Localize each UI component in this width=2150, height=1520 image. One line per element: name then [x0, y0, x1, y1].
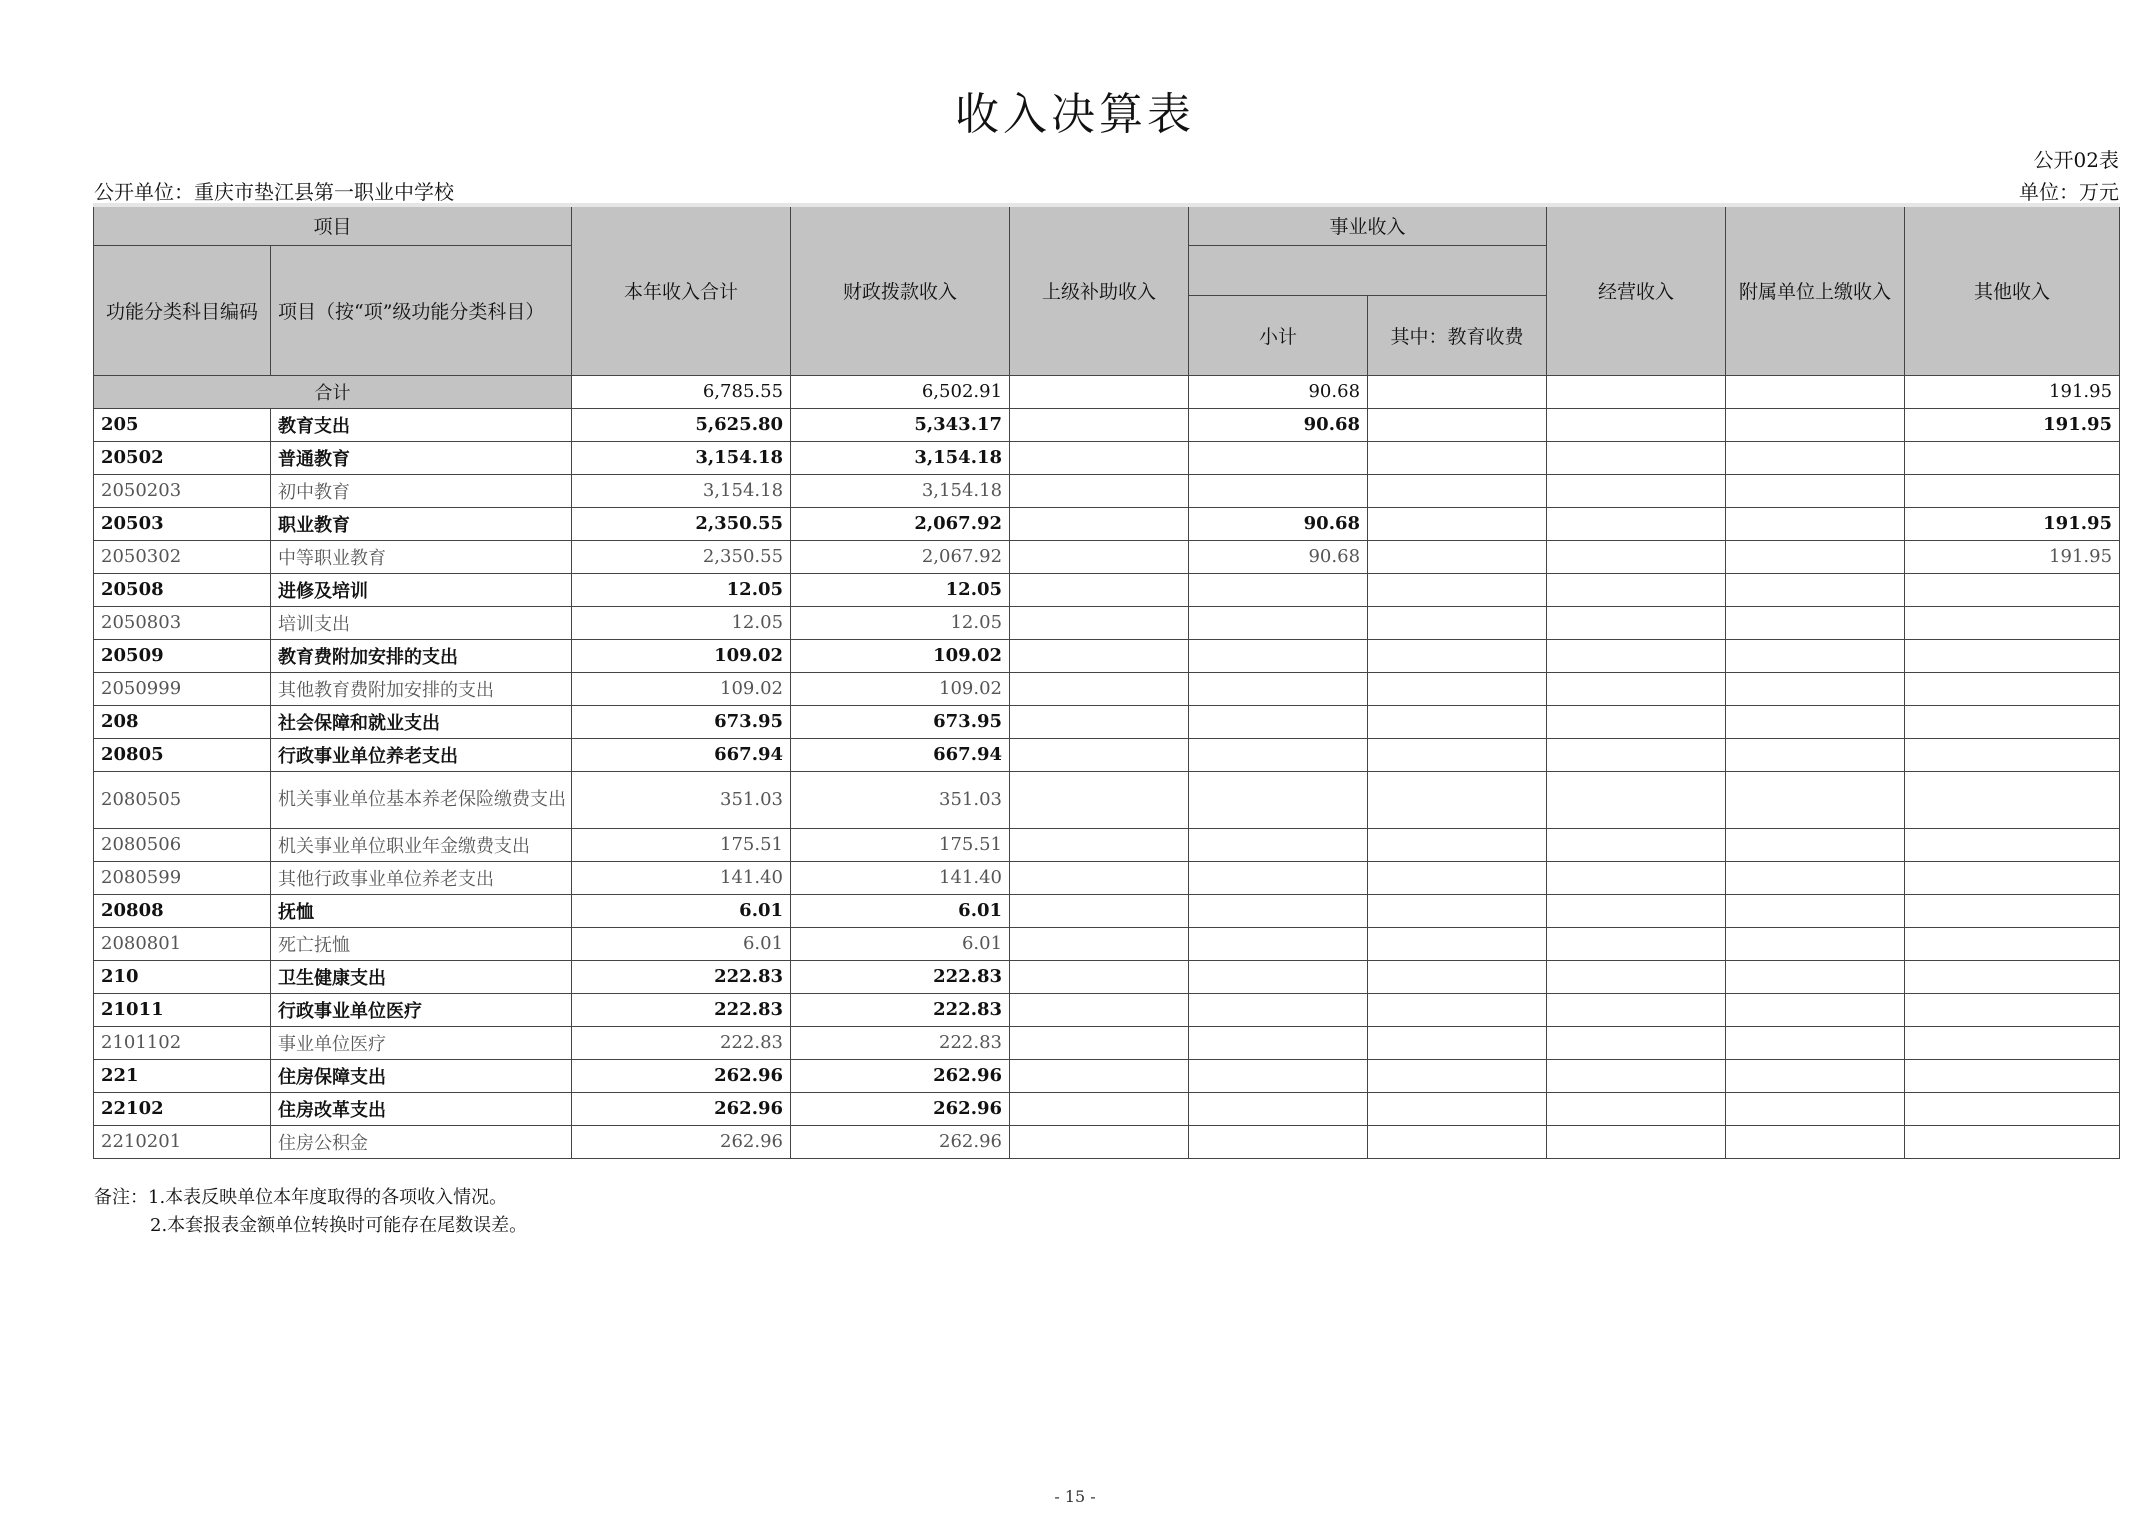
row-subtotal-cell [1189, 828, 1368, 861]
income-table [93, 203, 2120, 1159]
row-subtotal-cell [1189, 738, 1368, 771]
row-total-cell: 12.05 [572, 573, 791, 606]
row-name: 其他教育费附加安排的支出 [271, 672, 572, 705]
table-row [94, 861, 2120, 894]
row-other-cell [1905, 738, 2120, 771]
row-other-cell [1905, 1125, 2120, 1158]
row-code: 2050999 [94, 672, 271, 705]
row-affiliated-cell [1726, 672, 1905, 705]
row-affiliated-cell [1726, 1026, 1905, 1059]
row-code: 221 [94, 1059, 271, 1092]
row-other-cell [1905, 993, 2120, 1026]
row-subtotal-cell [1189, 474, 1368, 507]
total-superior-cell [1010, 375, 1189, 408]
row-code: 2080506 [94, 828, 271, 861]
row-total-cell: 5,625.80 [572, 408, 791, 441]
row-superior-cell [1010, 927, 1189, 960]
row-other-cell [1905, 894, 2120, 927]
row-superior-cell [1010, 894, 1189, 927]
row-edu-fee-cell [1368, 474, 1547, 507]
table-row [94, 771, 2120, 828]
row-subtotal-cell [1189, 1059, 1368, 1092]
row-superior-cell [1010, 408, 1189, 441]
row-operating-cell [1547, 705, 1726, 738]
row-subtotal-cell [1189, 993, 1368, 1026]
money-unit: 单位：万元 [2019, 180, 2119, 204]
note-line-1: 备注：1.本表反映单位本年度取得的各项收入情况。 [94, 1187, 508, 1208]
table-row [94, 606, 2120, 639]
row-other-cell [1905, 861, 2120, 894]
table-row [94, 540, 2120, 573]
table-row [94, 672, 2120, 705]
row-superior-cell [1010, 672, 1189, 705]
row-operating-cell [1547, 738, 1726, 771]
row-fiscal-cell: 262.96 [791, 1125, 1010, 1158]
table-row [94, 894, 2120, 927]
row-superior-cell [1010, 1059, 1189, 1092]
row-name: 初中教育 [271, 474, 572, 507]
row-edu-fee-cell [1368, 507, 1547, 540]
page-title: 收入决算表 [955, 89, 1195, 140]
row-subtotal-cell [1189, 1125, 1368, 1158]
row-code: 2050803 [94, 606, 271, 639]
row-other-cell [1905, 771, 2120, 828]
row-other-cell [1905, 639, 2120, 672]
table-row [94, 639, 2120, 672]
row-fiscal-cell: 351.03 [791, 771, 1010, 828]
row-subtotal-cell [1189, 606, 1368, 639]
row-operating-cell [1547, 606, 1726, 639]
row-superior-cell [1010, 771, 1189, 828]
row-code: 2050302 [94, 540, 271, 573]
row-affiliated-cell [1726, 540, 1905, 573]
header-affiliated: 附属单位上缴收入 [1726, 205, 1905, 375]
row-other-cell [1905, 1059, 2120, 1092]
row-name: 其他行政事业单位养老支出 [271, 861, 572, 894]
row-code: 208 [94, 705, 271, 738]
row-superior-cell [1010, 639, 1189, 672]
row-other-cell [1905, 573, 2120, 606]
row-edu-fee-cell [1368, 606, 1547, 639]
row-edu-fee-cell [1368, 672, 1547, 705]
row-operating-cell [1547, 441, 1726, 474]
row-operating-cell [1547, 408, 1726, 441]
row-edu-fee-cell [1368, 993, 1547, 1026]
row-name: 教育支出 [271, 408, 572, 441]
row-total-cell: 262.96 [572, 1059, 791, 1092]
header-business-spacer [1189, 245, 1547, 295]
row-total-cell: 351.03 [572, 771, 791, 828]
row-operating-cell [1547, 894, 1726, 927]
row-affiliated-cell [1726, 606, 1905, 639]
row-other-cell [1905, 672, 2120, 705]
row-edu-fee-cell [1368, 861, 1547, 894]
row-fiscal-cell: 175.51 [791, 828, 1010, 861]
row-code: 2210201 [94, 1125, 271, 1158]
row-edu-fee-cell [1368, 1059, 1547, 1092]
row-total-cell: 141.40 [572, 861, 791, 894]
form-number: 公开02表 [2033, 148, 2119, 172]
row-operating-cell [1547, 861, 1726, 894]
row-operating-cell [1547, 828, 1726, 861]
table-row [94, 927, 2120, 960]
row-total-cell: 2,350.55 [572, 540, 791, 573]
row-total-cell: 12.05 [572, 606, 791, 639]
row-edu-fee-cell [1368, 894, 1547, 927]
row-total-cell: 262.96 [572, 1125, 791, 1158]
row-edu-fee-cell [1368, 573, 1547, 606]
row-name: 事业单位医疗 [271, 1026, 572, 1059]
row-superior-cell [1010, 606, 1189, 639]
row-total-cell: 673.95 [572, 705, 791, 738]
row-subtotal-cell [1189, 960, 1368, 993]
row-name: 社会保障和就业支出 [271, 705, 572, 738]
row-edu-fee-cell [1368, 540, 1547, 573]
row-total-cell: 3,154.18 [572, 474, 791, 507]
row-fiscal-cell: 141.40 [791, 861, 1010, 894]
row-superior-cell [1010, 507, 1189, 540]
row-fiscal-cell: 262.96 [791, 1092, 1010, 1125]
row-edu-fee-cell [1368, 1092, 1547, 1125]
row-operating-cell [1547, 507, 1726, 540]
total-operating-cell [1547, 375, 1726, 408]
total-edu-fee-cell [1368, 375, 1547, 408]
row-affiliated-cell [1726, 1092, 1905, 1125]
row-code: 2080599 [94, 861, 271, 894]
row-fiscal-cell: 222.83 [791, 960, 1010, 993]
row-subtotal-cell [1189, 1026, 1368, 1059]
row-superior-cell [1010, 1092, 1189, 1125]
row-subtotal-cell [1189, 894, 1368, 927]
row-superior-cell [1010, 540, 1189, 573]
row-code: 210 [94, 960, 271, 993]
row-affiliated-cell [1726, 993, 1905, 1026]
row-other-cell: 191.95 [1905, 540, 2120, 573]
row-edu-fee-cell [1368, 1026, 1547, 1059]
row-superior-cell [1010, 474, 1189, 507]
row-fiscal-cell: 5,343.17 [791, 408, 1010, 441]
row-affiliated-cell [1726, 927, 1905, 960]
row-subtotal-cell [1189, 573, 1368, 606]
row-superior-cell [1010, 861, 1189, 894]
row-affiliated-cell [1726, 573, 1905, 606]
row-subtotal-cell [1189, 639, 1368, 672]
row-name: 机关事业单位基本养老保险缴费支出 [271, 771, 572, 828]
row-fiscal-cell: 222.83 [791, 1026, 1010, 1059]
total-fiscal-cell: 6,502.91 [791, 375, 1010, 408]
table-row [94, 960, 2120, 993]
row-operating-cell [1547, 474, 1726, 507]
row-operating-cell [1547, 540, 1726, 573]
header-business-group: 事业收入 [1189, 205, 1547, 245]
table-row [94, 474, 2120, 507]
row-operating-cell [1547, 993, 1726, 1026]
row-edu-fee-cell [1368, 738, 1547, 771]
row-fiscal-cell: 109.02 [791, 672, 1010, 705]
row-fiscal-cell: 3,154.18 [791, 474, 1010, 507]
page-number: - 15 - [1054, 1487, 1096, 1506]
row-name: 住房改革支出 [271, 1092, 572, 1125]
row-edu-fee-cell [1368, 705, 1547, 738]
row-affiliated-cell [1726, 861, 1905, 894]
row-code: 20508 [94, 573, 271, 606]
row-total-cell: 222.83 [572, 960, 791, 993]
row-code: 20503 [94, 507, 271, 540]
row-name: 教育费附加安排的支出 [271, 639, 572, 672]
row-total-cell: 6.01 [572, 894, 791, 927]
row-code: 20805 [94, 738, 271, 771]
row-fiscal-cell: 6.01 [791, 894, 1010, 927]
total-other-cell: 191.95 [1905, 375, 2120, 408]
row-name: 职业教育 [271, 507, 572, 540]
row-other-cell [1905, 441, 2120, 474]
row-subtotal-cell [1189, 1092, 1368, 1125]
row-superior-cell [1010, 738, 1189, 771]
total-subtotal-cell: 90.68 [1189, 375, 1368, 408]
header-other: 其他收入 [1905, 205, 2120, 375]
row-operating-cell [1547, 672, 1726, 705]
row-affiliated-cell [1726, 1059, 1905, 1092]
header-item-group: 项目 [94, 205, 572, 245]
row-operating-cell [1547, 960, 1726, 993]
row-affiliated-cell [1726, 960, 1905, 993]
row-other-cell [1905, 828, 2120, 861]
row-subtotal-cell: 90.68 [1189, 408, 1368, 441]
row-name: 进修及培训 [271, 573, 572, 606]
total-affiliated-cell [1726, 375, 1905, 408]
row-fiscal-cell: 12.05 [791, 573, 1010, 606]
row-fiscal-cell: 2,067.92 [791, 507, 1010, 540]
row-total-cell: 109.02 [572, 672, 791, 705]
row-code: 205 [94, 408, 271, 441]
row-operating-cell [1547, 927, 1726, 960]
row-superior-cell [1010, 705, 1189, 738]
row-code: 2080505 [94, 771, 271, 828]
row-fiscal-cell: 6.01 [791, 927, 1010, 960]
row-other-cell: 191.95 [1905, 507, 2120, 540]
header-total-income: 本年收入合计 [572, 205, 791, 375]
row-total-cell: 2,350.55 [572, 507, 791, 540]
row-total-cell: 262.96 [572, 1092, 791, 1125]
row-superior-cell [1010, 1125, 1189, 1158]
row-code: 2080801 [94, 927, 271, 960]
row-affiliated-cell [1726, 828, 1905, 861]
note-line-2: 2.本套报表金额单位转换时可能存在尾数误差。 [150, 1215, 528, 1236]
row-affiliated-cell [1726, 408, 1905, 441]
row-subtotal-cell [1189, 441, 1368, 474]
header-func-code: 功能分类科目编码 [94, 245, 271, 375]
row-superior-cell [1010, 1026, 1189, 1059]
row-name: 抚恤 [271, 894, 572, 927]
table-row [94, 705, 2120, 738]
row-other-cell [1905, 1026, 2120, 1059]
row-other-cell: 191.95 [1905, 408, 2120, 441]
row-superior-cell [1010, 441, 1189, 474]
row-superior-cell [1010, 828, 1189, 861]
row-total-cell: 6.01 [572, 927, 791, 960]
row-subtotal-cell [1189, 927, 1368, 960]
total-row [94, 375, 2120, 408]
row-superior-cell [1010, 573, 1189, 606]
row-operating-cell [1547, 639, 1726, 672]
table-row [94, 738, 2120, 771]
total-income-cell: 6,785.55 [572, 375, 791, 408]
row-edu-fee-cell [1368, 639, 1547, 672]
header-edu-fee: 其中：教育收费 [1368, 295, 1547, 375]
row-affiliated-cell [1726, 507, 1905, 540]
row-total-cell: 222.83 [572, 993, 791, 1026]
row-name: 卫生健康支出 [271, 960, 572, 993]
row-edu-fee-cell [1368, 828, 1547, 861]
table-row [94, 1125, 2120, 1158]
row-fiscal-cell: 262.96 [791, 1059, 1010, 1092]
row-code: 20808 [94, 894, 271, 927]
row-other-cell [1905, 927, 2120, 960]
row-other-cell [1905, 474, 2120, 507]
row-affiliated-cell [1726, 474, 1905, 507]
row-fiscal-cell: 667.94 [791, 738, 1010, 771]
row-fiscal-cell: 3,154.18 [791, 441, 1010, 474]
row-affiliated-cell [1726, 894, 1905, 927]
row-other-cell [1905, 1092, 2120, 1125]
row-superior-cell [1010, 960, 1189, 993]
row-code: 20502 [94, 441, 271, 474]
row-name: 培训支出 [271, 606, 572, 639]
row-name: 住房保障支出 [271, 1059, 572, 1092]
row-edu-fee-cell [1368, 441, 1547, 474]
row-edu-fee-cell [1368, 771, 1547, 828]
table-row [94, 408, 2120, 441]
table-row [94, 1026, 2120, 1059]
row-affiliated-cell [1726, 771, 1905, 828]
table-row [94, 1092, 2120, 1125]
row-code: 20509 [94, 639, 271, 672]
header-fiscal: 财政拨款收入 [791, 205, 1010, 375]
row-code: 2101102 [94, 1026, 271, 1059]
row-total-cell: 3,154.18 [572, 441, 791, 474]
row-total-cell: 175.51 [572, 828, 791, 861]
table-row [94, 828, 2120, 861]
reporting-unit: 公开单位：重庆市垫江县第一职业中学校 [94, 180, 454, 204]
row-operating-cell [1547, 1026, 1726, 1059]
row-name: 住房公积金 [271, 1125, 572, 1158]
row-edu-fee-cell [1368, 960, 1547, 993]
header-superior: 上级补助收入 [1010, 205, 1189, 375]
row-name: 行政事业单位医疗 [271, 993, 572, 1026]
row-superior-cell [1010, 993, 1189, 1026]
row-total-cell: 667.94 [572, 738, 791, 771]
row-other-cell [1905, 960, 2120, 993]
row-code: 21011 [94, 993, 271, 1026]
row-affiliated-cell [1726, 1125, 1905, 1158]
row-affiliated-cell [1726, 738, 1905, 771]
row-subtotal-cell: 90.68 [1189, 507, 1368, 540]
total-label: 合计 [94, 375, 572, 408]
row-operating-cell [1547, 1125, 1726, 1158]
notes [94, 1184, 527, 1240]
row-edu-fee-cell [1368, 927, 1547, 960]
header-subtotal: 小计 [1189, 295, 1368, 375]
row-operating-cell [1547, 573, 1726, 606]
row-operating-cell [1547, 1092, 1726, 1125]
row-subtotal-cell [1189, 672, 1368, 705]
row-total-cell: 222.83 [572, 1026, 791, 1059]
row-affiliated-cell [1726, 705, 1905, 738]
table-row [94, 993, 2120, 1026]
table-row [94, 441, 2120, 474]
header-operating: 经营收入 [1547, 205, 1726, 375]
row-total-cell: 109.02 [572, 639, 791, 672]
table-row [94, 507, 2120, 540]
row-name: 机关事业单位职业年金缴费支出 [271, 828, 572, 861]
row-other-cell [1905, 606, 2120, 639]
row-subtotal-cell [1189, 771, 1368, 828]
row-operating-cell [1547, 1059, 1726, 1092]
row-code: 22102 [94, 1092, 271, 1125]
row-name: 中等职业教育 [271, 540, 572, 573]
row-fiscal-cell: 673.95 [791, 705, 1010, 738]
row-fiscal-cell: 222.83 [791, 993, 1010, 1026]
row-edu-fee-cell [1368, 1125, 1547, 1158]
row-subtotal-cell: 90.68 [1189, 540, 1368, 573]
header-item-name: 项目（按“项”级功能分类科目） [271, 245, 572, 375]
row-name: 行政事业单位养老支出 [271, 738, 572, 771]
row-code: 2050203 [94, 474, 271, 507]
row-fiscal-cell: 2,067.92 [791, 540, 1010, 573]
row-subtotal-cell [1189, 861, 1368, 894]
row-fiscal-cell: 109.02 [791, 639, 1010, 672]
row-fiscal-cell: 12.05 [791, 606, 1010, 639]
table-row [94, 573, 2120, 606]
row-affiliated-cell [1726, 639, 1905, 672]
row-subtotal-cell [1189, 705, 1368, 738]
row-affiliated-cell [1726, 441, 1905, 474]
row-operating-cell [1547, 771, 1726, 828]
row-name: 死亡抚恤 [271, 927, 572, 960]
table-row [94, 1059, 2120, 1092]
row-name: 普通教育 [271, 441, 572, 474]
row-other-cell [1905, 705, 2120, 738]
row-edu-fee-cell [1368, 408, 1547, 441]
